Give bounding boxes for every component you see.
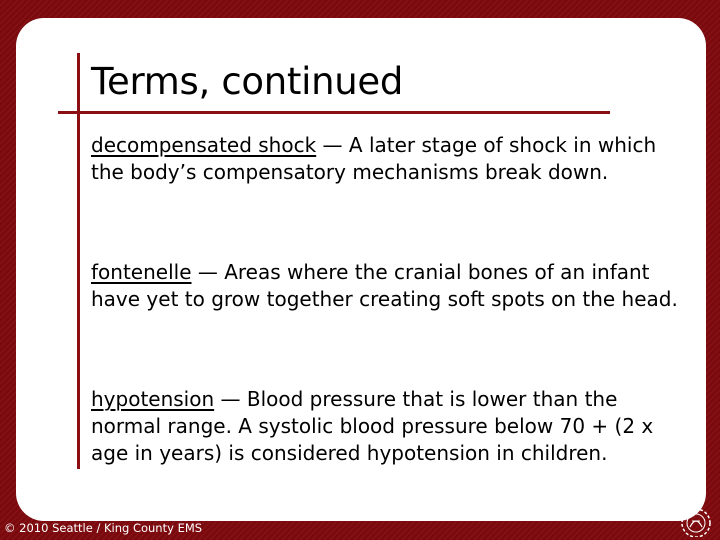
footer-copyright: © 2010 Seattle / King County EMS	[4, 521, 203, 535]
term-item	[91, 386, 691, 467]
term-definition: Areas where the cranial bones of an infant have yet to grow together creating soft spots on the head.	[91, 260, 678, 311]
term-word: hypotension	[91, 387, 215, 411]
term-word: decompensated shock	[91, 133, 317, 157]
term-definition: Blood pressure that is lower than the normal range. A systolic blood pressure below 70 + (2 x age in years) is considered hypotension in children.	[91, 387, 654, 465]
term-item	[91, 259, 691, 313]
slide-title: Terms, continued	[91, 60, 404, 103]
seal-emblem-icon	[676, 503, 716, 537]
term-word: fontenelle	[91, 260, 192, 284]
term-separator: —	[191, 260, 225, 284]
term-separator: —	[214, 387, 247, 411]
term-definition: A later stage of shock in which the body’s compensatory mechanisms break down.	[91, 133, 657, 184]
vertical-divider	[77, 53, 80, 469]
title-underline	[58, 111, 610, 114]
term-separator: —	[316, 133, 349, 157]
term-item	[91, 132, 691, 186]
